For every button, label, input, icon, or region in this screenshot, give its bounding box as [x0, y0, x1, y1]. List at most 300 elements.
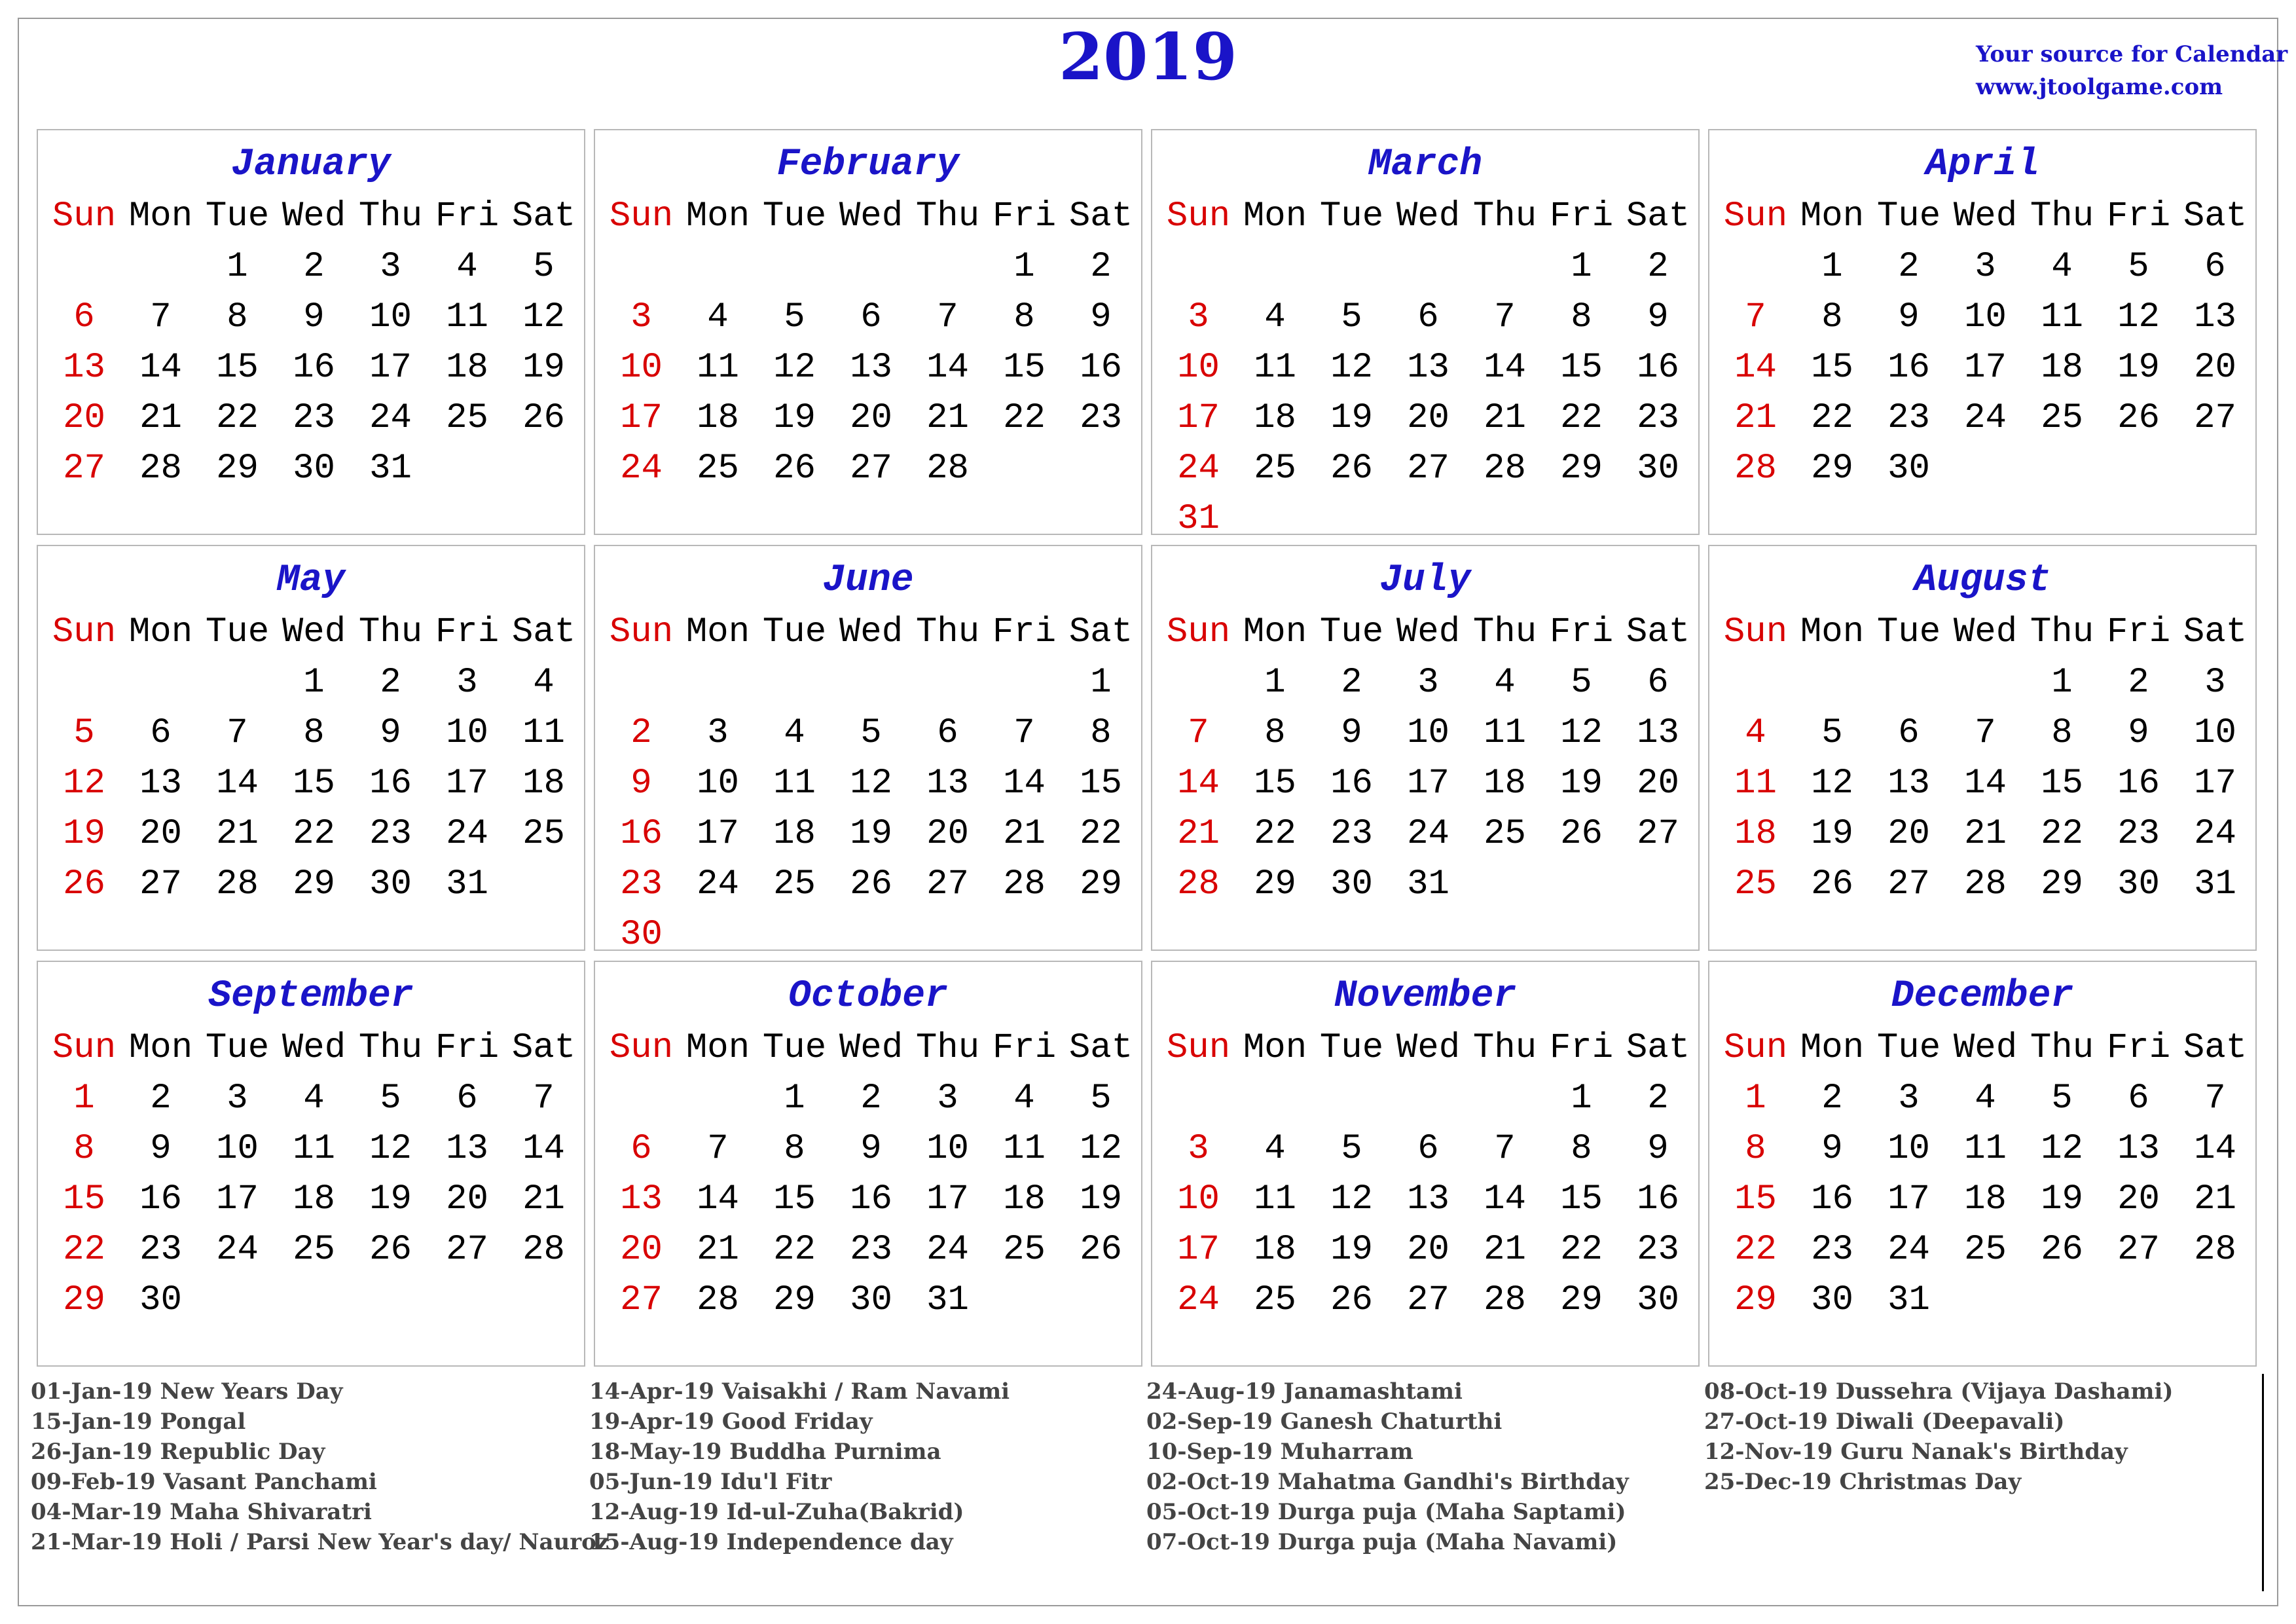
month-name: February	[776, 143, 960, 186]
month-november	[1151, 961, 1700, 1367]
day-cell-sunday: 10	[1177, 1179, 1220, 1219]
weekday-header: Fri	[992, 1028, 1057, 1068]
day-cell: 14	[1964, 764, 2007, 803]
month-name: August	[1914, 559, 2051, 602]
day-cell: 1	[1264, 663, 1286, 703]
day-cell: 8	[1821, 297, 1843, 337]
day-cell: 13	[2117, 1129, 2160, 1169]
weekday-header: Mon	[685, 1028, 750, 1068]
day-cell: 2	[1090, 247, 1112, 287]
day-cell: 21	[1964, 814, 2007, 854]
day-cell: 1	[784, 1079, 805, 1118]
day-cell: 23	[850, 1230, 892, 1270]
day-cell: 12	[773, 348, 816, 388]
day-cell: 18	[293, 1179, 335, 1219]
day-cell: 5	[1821, 713, 1843, 753]
day-cell: 21	[1484, 1230, 1526, 1270]
day-cell: 5	[1090, 1079, 1112, 1118]
weekday-header: Tue	[205, 612, 270, 652]
day-cell: 25	[1964, 1230, 2007, 1270]
day-cell: 14	[926, 348, 969, 388]
day-cell: 22	[216, 398, 259, 438]
day-cell: 24	[2194, 814, 2236, 854]
month-name: January	[231, 143, 391, 186]
day-cell-sunday: 12	[63, 764, 105, 803]
day-cell: 10	[2194, 713, 2236, 753]
day-cell: 13	[1407, 348, 1449, 388]
weekday-header: Wed	[839, 1028, 903, 1068]
day-cell: 7	[1494, 1129, 1516, 1169]
day-cell-sunday: 15	[1734, 1179, 1777, 1219]
day-cell: 15	[1560, 348, 1603, 388]
day-cell-sunday: 9	[630, 764, 652, 803]
day-cell: 16	[369, 764, 412, 803]
day-cell-sunday: 29	[63, 1280, 105, 1320]
day-cell: 5	[533, 247, 555, 287]
day-cell: 3	[1975, 247, 1996, 287]
weekday-header: Thu	[358, 612, 423, 652]
holiday-item: 12-Nov-19 Guru Nanak's Birthday	[1704, 1439, 2128, 1465]
day-cell: 23	[1330, 814, 1373, 854]
day-cell-sunday: 28	[1177, 864, 1220, 904]
day-cell: 6	[937, 713, 958, 753]
holiday-list	[31, 1376, 2257, 1573]
day-cell: 12	[1811, 764, 1853, 803]
month-march	[1151, 129, 1700, 539]
month-october	[594, 961, 1142, 1367]
day-cell: 16	[1637, 348, 1679, 388]
day-cell: 30	[139, 1280, 182, 1320]
day-cell: 19	[1560, 764, 1603, 803]
day-cell-sunday: 5	[73, 713, 95, 753]
day-cell: 5	[2051, 1079, 2073, 1118]
weekday-header: Mon	[128, 1028, 193, 1068]
day-cell-sunday: 4	[1745, 713, 1766, 753]
day-cell: 28	[697, 1280, 739, 1320]
day-cell: 20	[446, 1179, 488, 1219]
day-cell: 26	[522, 398, 565, 438]
day-cell: 4	[1264, 1129, 1286, 1169]
day-cell: 12	[522, 297, 565, 337]
day-cell-sunday: 2	[630, 713, 652, 753]
day-cell: 17	[1964, 348, 2007, 388]
day-cell: 2	[380, 663, 401, 703]
day-cell-sunday: 17	[620, 398, 663, 438]
month-name: June	[822, 559, 914, 602]
weekday-header: Fri	[1549, 196, 1614, 236]
day-cell: 18	[2041, 348, 2083, 388]
day-cell: 29	[773, 1280, 816, 1320]
day-cell: 9	[1647, 1129, 1669, 1169]
holiday-item: 25-Dec-19 Christmas Day	[1704, 1469, 2022, 1495]
weekday-header: Thu	[915, 612, 980, 652]
day-cell: 26	[2117, 398, 2160, 438]
day-cell: 2	[303, 247, 325, 287]
day-cell: 2	[150, 1079, 172, 1118]
day-cell: 8	[1090, 713, 1112, 753]
weekday-header: Thu	[915, 1028, 980, 1068]
weekday-header: Tue	[762, 1028, 827, 1068]
day-cell: 21	[1484, 398, 1526, 438]
day-cell: 6	[1417, 1129, 1439, 1169]
day-cell: 23	[1637, 1230, 1679, 1270]
day-cell: 18	[446, 348, 488, 388]
day-cell-sunday: 3	[1188, 1129, 1209, 1169]
day-cell: 12	[1330, 348, 1373, 388]
day-cell: 1	[1090, 663, 1112, 703]
weekday-header: Sun	[1723, 612, 1788, 652]
day-cell: 15	[1080, 764, 1122, 803]
day-cell: 2	[1898, 247, 1920, 287]
day-cell: 24	[446, 814, 488, 854]
day-cell-sunday: 15	[63, 1179, 105, 1219]
day-cell: 13	[1887, 764, 1930, 803]
holiday-item: 14-Apr-19 Vaisakhi / Ram Navami	[589, 1378, 1010, 1405]
day-cell: 24	[1887, 1230, 1930, 1270]
day-cell: 7	[1494, 297, 1516, 337]
month-name: December	[1891, 975, 2074, 1018]
day-cell: 19	[1080, 1179, 1122, 1219]
day-cell: 24	[926, 1230, 969, 1270]
day-cell: 16	[139, 1179, 182, 1219]
day-cell: 25	[293, 1230, 335, 1270]
weekday-header: Fri	[2106, 1028, 2171, 1068]
weekday-header: Sun	[1723, 1028, 1788, 1068]
day-cell: 25	[446, 398, 488, 438]
day-cell: 17	[369, 348, 412, 388]
weekday-header: Sat	[511, 196, 576, 236]
day-cell: 9	[1647, 297, 1669, 337]
day-cell: 16	[293, 348, 335, 388]
holiday-item: 01-Jan-19 New Years Day	[31, 1378, 343, 1405]
day-cell: 8	[1264, 713, 1286, 753]
day-cell: 9	[303, 297, 325, 337]
day-cell: 11	[2041, 297, 2083, 337]
day-cell: 29	[1811, 449, 1853, 489]
day-cell-sunday: 13	[63, 348, 105, 388]
weekday-header: Tue	[1876, 196, 1941, 236]
day-cell-sunday: 7	[1745, 297, 1766, 337]
day-cell: 16	[1811, 1179, 1853, 1219]
day-cell: 20	[1887, 814, 1930, 854]
day-cell-sunday: 18	[1734, 814, 1777, 854]
day-cell: 21	[522, 1179, 565, 1219]
day-cell: 11	[1254, 1179, 1296, 1219]
day-cell: 21	[2194, 1179, 2236, 1219]
day-cell-sunday: 27	[620, 1280, 663, 1320]
day-cell: 1	[227, 247, 248, 287]
day-cell: 2	[860, 1079, 882, 1118]
day-cell: 27	[1407, 449, 1449, 489]
day-cell: 10	[446, 713, 488, 753]
holiday-item: 09-Feb-19 Vasant Panchami	[31, 1469, 377, 1495]
day-cell: 4	[784, 713, 805, 753]
day-cell: 1	[1571, 247, 1592, 287]
day-cell: 13	[1637, 713, 1679, 753]
weekday-header: Sun	[1166, 1028, 1231, 1068]
day-cell: 20	[926, 814, 969, 854]
day-cell: 19	[1330, 1230, 1373, 1270]
day-cell: 8	[1013, 297, 1035, 337]
day-cell: 28	[1003, 864, 1046, 904]
day-cell-sunday: 1	[73, 1079, 95, 1118]
day-cell: 9	[2128, 713, 2149, 753]
holiday-column	[1146, 1376, 1629, 1557]
holiday-item: 15-Aug-19 Independence day	[589, 1529, 953, 1555]
day-cell: 17	[2194, 764, 2236, 803]
day-cell-sunday: 23	[620, 864, 663, 904]
day-cell: 22	[293, 814, 335, 854]
day-cell: 19	[1330, 398, 1373, 438]
weekday-header: Mon	[1243, 612, 1307, 652]
weekday-header: Thu	[358, 1028, 423, 1068]
day-cell: 18	[697, 398, 739, 438]
day-cell: 30	[850, 1280, 892, 1320]
weekday-header: Wed	[839, 612, 903, 652]
weekday-header: Sat	[511, 612, 576, 652]
holiday-item: 05-Oct-19 Durga puja (Maha Saptami)	[1146, 1499, 1626, 1525]
day-cell-sunday: 1	[1745, 1079, 1766, 1118]
weekday-header: Mon	[128, 196, 193, 236]
day-cell: 25	[1254, 1280, 1296, 1320]
day-cell-sunday: 25	[1734, 864, 1777, 904]
day-cell: 16	[850, 1179, 892, 1219]
day-cell: 30	[1887, 449, 1930, 489]
month-september	[37, 961, 585, 1367]
day-cell: 15	[2041, 764, 2083, 803]
weekday-header: Sat	[1626, 1028, 1690, 1068]
weekday-header: Tue	[205, 196, 270, 236]
day-cell-sunday: 6	[630, 1129, 652, 1169]
day-cell: 27	[1407, 1280, 1449, 1320]
day-cell: 11	[522, 713, 565, 753]
weekday-header: Sun	[1166, 196, 1231, 236]
holiday-item: 02-Sep-19 Ganesh Chaturthi	[1146, 1409, 1503, 1435]
weekday-header: Fri	[1549, 612, 1614, 652]
weekday-header: Mon	[1243, 196, 1307, 236]
day-cell: 20	[2194, 348, 2236, 388]
holiday-item: 18-May-19 Buddha Purnima	[589, 1439, 941, 1465]
day-cell: 4	[533, 663, 555, 703]
day-cell: 31	[446, 864, 488, 904]
day-cell: 17	[926, 1179, 969, 1219]
day-cell: 14	[2194, 1129, 2236, 1169]
day-cell: 18	[773, 814, 816, 854]
weekday-header: Wed	[1953, 612, 2018, 652]
day-cell: 8	[784, 1129, 805, 1169]
weekday-header: Sat	[2183, 612, 2248, 652]
day-cell: 22	[1560, 398, 1603, 438]
day-cell: 31	[926, 1280, 969, 1320]
weekday-header: Fri	[1549, 1028, 1614, 1068]
day-cell-sunday: 14	[1177, 764, 1220, 803]
source-url: www.jtoolgame.com	[1976, 74, 2223, 100]
day-cell: 3	[380, 247, 401, 287]
day-cell: 11	[697, 348, 739, 388]
day-cell: 17	[216, 1179, 259, 1219]
day-cell: 27	[2194, 398, 2236, 438]
day-cell: 6	[2128, 1079, 2149, 1118]
day-cell: 21	[697, 1230, 739, 1270]
day-cell-sunday: 14	[1734, 348, 1777, 388]
day-cell: 10	[1964, 297, 2007, 337]
day-cell: 26	[850, 864, 892, 904]
day-cell: 26	[2041, 1230, 2083, 1270]
day-cell: 23	[2117, 814, 2160, 854]
day-cell: 28	[1484, 1280, 1526, 1320]
day-cell-sunday: 7	[1188, 713, 1209, 753]
holiday-item: 27-Oct-19 Diwali (Deepavali)	[1704, 1409, 2065, 1435]
day-cell: 16	[1637, 1179, 1679, 1219]
day-cell-sunday: 17	[1177, 398, 1220, 438]
day-cell: 25	[1003, 1230, 1046, 1270]
weekday-header: Sun	[609, 196, 674, 236]
day-cell: 6	[860, 297, 882, 337]
holiday-item: 19-Apr-19 Good Friday	[589, 1409, 873, 1435]
weekday-header: Thu	[2030, 612, 2094, 652]
day-cell: 14	[1484, 348, 1526, 388]
holiday-item: 10-Sep-19 Muharram	[1146, 1439, 1413, 1465]
day-cell-sunday: 16	[620, 814, 663, 854]
day-cell: 3	[937, 1079, 958, 1118]
day-cell: 20	[2117, 1179, 2160, 1219]
day-cell: 11	[1003, 1129, 1046, 1169]
day-cell: 19	[2041, 1179, 2083, 1219]
day-cell: 26	[1330, 449, 1373, 489]
holiday-item: 02-Oct-19 Mahatma Gandhi's Birthday	[1146, 1469, 1629, 1495]
day-cell-sunday: 27	[63, 449, 105, 489]
day-cell: 29	[2041, 864, 2083, 904]
day-cell-sunday: 29	[1734, 1280, 1777, 1320]
day-cell-sunday: 11	[1734, 764, 1777, 803]
day-cell: 9	[1341, 713, 1362, 753]
day-cell: 8	[2051, 713, 2073, 753]
weekday-header: Wed	[1396, 1028, 1461, 1068]
day-cell: 2	[1821, 1079, 1843, 1118]
holiday-list-divider	[2262, 1374, 2264, 1591]
weekday-header: Tue	[762, 612, 827, 652]
day-cell: 5	[860, 713, 882, 753]
weekday-header: Fri	[435, 612, 500, 652]
day-cell: 18	[1254, 1230, 1296, 1270]
day-cell: 16	[1887, 348, 1930, 388]
holiday-item: 24-Aug-19 Janamashtami	[1146, 1378, 1463, 1405]
weekday-header: Sat	[2183, 196, 2248, 236]
day-cell: 24	[1407, 814, 1449, 854]
weekday-header: Wed	[1953, 1028, 2018, 1068]
day-cell: 30	[1811, 1280, 1853, 1320]
day-cell: 17	[446, 764, 488, 803]
day-cell: 22	[773, 1230, 816, 1270]
day-cell: 19	[850, 814, 892, 854]
weekday-header: Tue	[1319, 1028, 1384, 1068]
day-cell: 20	[1407, 1230, 1449, 1270]
day-cell: 29	[1254, 864, 1296, 904]
day-cell: 13	[926, 764, 969, 803]
day-cell: 27	[2117, 1230, 2160, 1270]
day-cell: 12	[2117, 297, 2160, 337]
day-cell: 4	[707, 297, 729, 337]
day-cell: 26	[1560, 814, 1603, 854]
day-cell: 26	[1330, 1280, 1373, 1320]
day-cell: 25	[697, 449, 739, 489]
weekday-header: Sun	[609, 612, 674, 652]
day-cell: 30	[369, 864, 412, 904]
day-cell: 10	[1887, 1129, 1930, 1169]
weekday-header: Mon	[128, 612, 193, 652]
weekday-header: Sat	[511, 1028, 576, 1068]
day-cell: 11	[293, 1129, 335, 1169]
day-cell: 16	[2117, 764, 2160, 803]
month-february	[594, 129, 1142, 535]
day-cell: 7	[707, 1129, 729, 1169]
day-cell: 7	[533, 1079, 555, 1118]
month-may	[37, 545, 585, 951]
day-cell: 5	[1571, 663, 1592, 703]
day-cell: 28	[139, 449, 182, 489]
day-cell-sunday: 21	[1177, 814, 1220, 854]
day-cell: 19	[2117, 348, 2160, 388]
day-cell: 27	[1637, 814, 1679, 854]
day-cell: 20	[139, 814, 182, 854]
day-cell: 24	[1964, 398, 2007, 438]
day-cell: 5	[1341, 1129, 1362, 1169]
holiday-column	[31, 1376, 609, 1557]
month-december	[1708, 961, 2257, 1367]
day-cell: 1	[303, 663, 325, 703]
weekday-header: Thu	[1472, 612, 1537, 652]
day-cell: 12	[850, 764, 892, 803]
day-cell: 9	[1821, 1129, 1843, 1169]
day-cell: 2	[1647, 1079, 1669, 1118]
day-cell: 26	[1811, 864, 1853, 904]
day-cell: 5	[380, 1079, 401, 1118]
day-cell-sunday: 10	[1177, 348, 1220, 388]
day-cell: 13	[1407, 1179, 1449, 1219]
day-cell: 25	[1484, 814, 1526, 854]
day-cell: 1	[1821, 247, 1843, 287]
day-cell: 21	[216, 814, 259, 854]
day-cell: 17	[697, 814, 739, 854]
day-cell: 29	[1080, 864, 1122, 904]
day-cell: 23	[1887, 398, 1930, 438]
holiday-item: 08-Oct-19 Dussehra (Vijaya Dashami)	[1704, 1378, 2174, 1405]
holiday-item: 26-Jan-19 Republic Day	[31, 1439, 325, 1465]
day-cell: 7	[150, 297, 172, 337]
day-cell: 31	[2194, 864, 2236, 904]
month-january	[37, 129, 585, 535]
day-cell: 21	[139, 398, 182, 438]
day-cell: 10	[369, 297, 412, 337]
day-cell: 17	[1407, 764, 1449, 803]
day-cell: 7	[1975, 713, 1996, 753]
day-cell: 4	[456, 247, 478, 287]
weekday-header: Thu	[358, 196, 423, 236]
weekday-header: Fri	[992, 612, 1057, 652]
day-cell: 22	[1811, 398, 1853, 438]
day-cell: 5	[1341, 297, 1362, 337]
weekday-header: Mon	[1800, 196, 1865, 236]
weekday-header: Thu	[1472, 196, 1537, 236]
day-cell: 29	[293, 864, 335, 904]
day-cell: 27	[926, 864, 969, 904]
day-cell: 14	[1003, 764, 1046, 803]
weekday-header: Fri	[992, 196, 1057, 236]
day-cell: 6	[456, 1079, 478, 1118]
weekday-header: Tue	[205, 1028, 270, 1068]
day-cell: 14	[139, 348, 182, 388]
day-cell: 25	[773, 864, 816, 904]
